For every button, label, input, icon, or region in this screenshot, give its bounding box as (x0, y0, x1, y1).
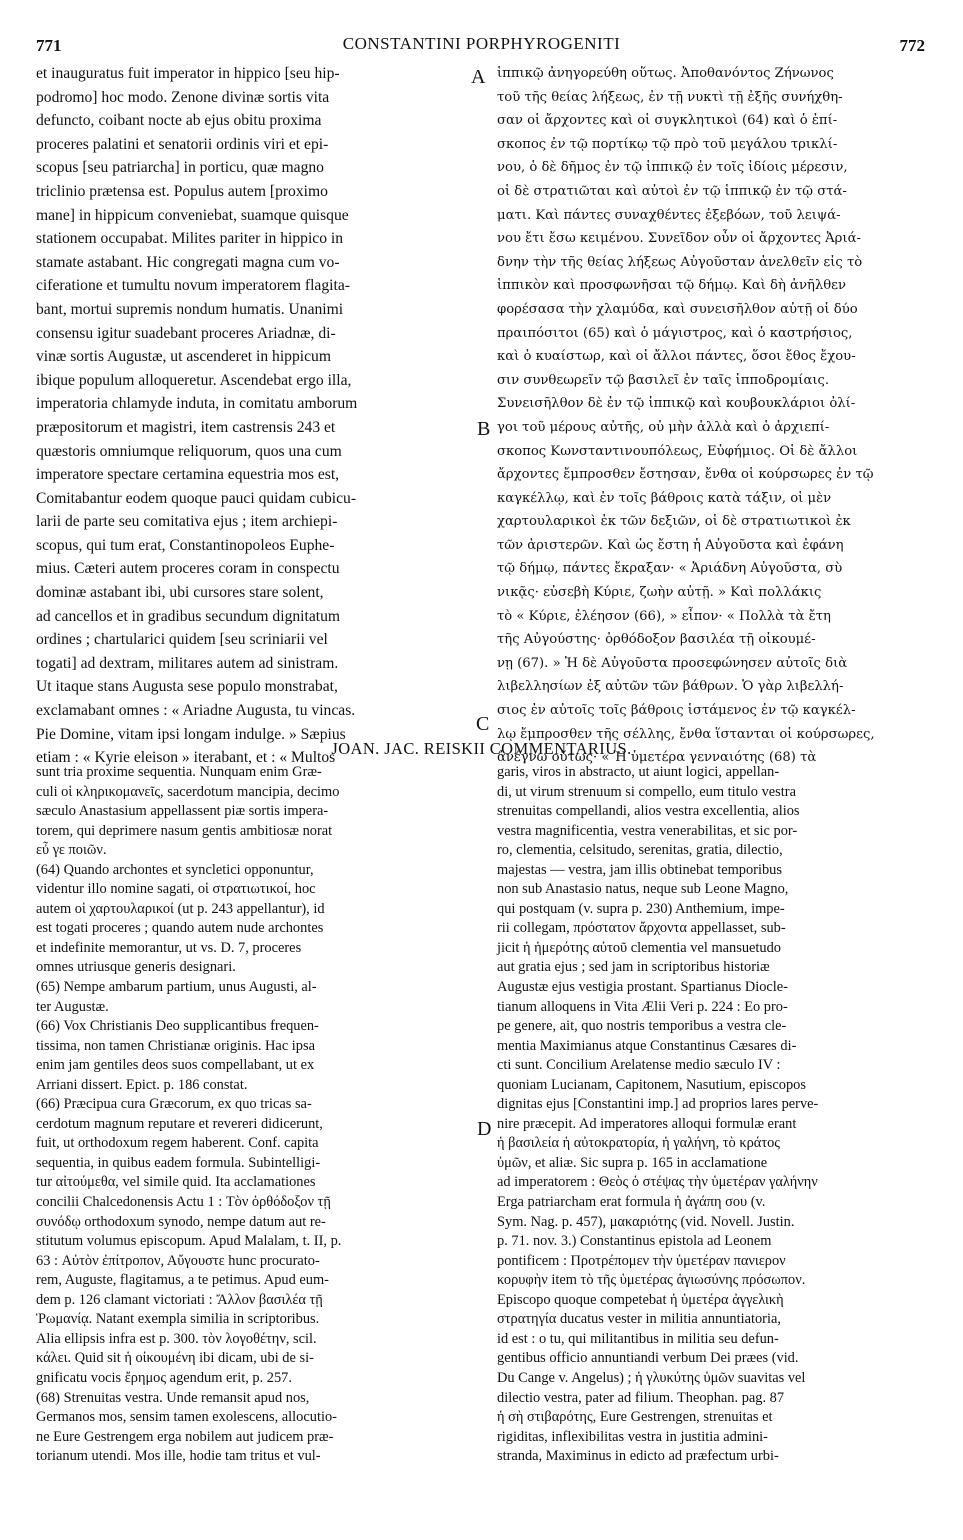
margin-marker-c: C (476, 713, 490, 735)
commentary-heading: JOAN. JAC. REISKII COMMENTARIUS. (331, 739, 632, 758)
margin-marker-a: A (471, 66, 486, 88)
margin-marker-d: D (477, 1118, 492, 1140)
greek-text-column: ἱππικῷ ἀνηγορεύθη οὕτως. Ἀποθανόντος Ζήνωνος τοῦ τῆς θείας λήξεως, ἐν τῇ νυκτὶ τῇ ἐξῆς συνήχθη- σαν οἱ ἄρχοντες καὶ οἱ συγκλητικοὶ (64) καὶ ὁ ἐπί- σκοπος ἐν τῷ πορτίκῳ τῷ πρὸ τοῦ μεγάλου τρικλί- νου, ὁ δὲ δῆμος ἐν τῷ ἱππικῷ ἐν τοῖς ἰδίοις μέρεσιν, οἱ δὲ στρατιῶται καὶ αὐτοὶ ἐν τῷ ἱππικῷ ἐν τῷ στά- ματι. Καὶ πάντες συναχθέντες ἐξεβόων, τοῦ λειψά- νου ἔτι ἔσω κειμένου. Συνεῖδον οὖν οἱ ἄρχοντες Ἀριά- δνην τὴν τῆς θείας λήξεως Αὐγοῦσταν ἀνελθεῖν εἰς τὸ ἱππικὸν καὶ προσφωνῆσαι τῷ δήμῳ. Καὶ δὴ ἀνῆλθεν φορέσασα τὴν χλαμύδα, καὶ συνεισῆλθον αὐτῇ οἱ δύο πραιπόσιτοι (65) καὶ ὁ μάγιστρος, καὶ ὁ καστρήσιος, καὶ ὁ κυαίστωρ, καὶ οἱ ἄλλοι πάντες, ὅσοι ἔθος ἔχου- σιν συνθεωρεῖν τῷ βασιλεῖ ἐν ταῖς ἱπποδρομίαις. Συνεισῆλθον δὲ ἐν τῷ ἱππικῷ καὶ κουβουκλάριοι ὀλί- γοι τοῦ μέρους αὐτῆς, οὐ μὴν ἀλλὰ καὶ ὁ ἀρχιεπί- σκοπος Κωνσταντινουπόλεως, Εὐφήμιος. Οἱ δὲ ἄλλοι ἄρχοντες ἔμπροσθεν ἔστησαν, ἔνθα οἱ κούρσωρες ἐν τῷ καγκέλλῳ, καὶ ἐν τοῖς βάθροις κατὰ τάξιν, οἱ μὲν χαρτουλαρικοὶ ἐκ τῶν δεξιῶν, οἱ δὲ στρατιωτικοὶ ἐκ τῶν ἀριστερῶν. Καὶ ὡς ἔστη ἡ Αὐγοῦστα καὶ ἐφάνη τῷ δήμῳ, πάντες ἔκραξαν· « Ἀριάδνη Αὐγοῦστα, σὺ νικᾷς· εὐσεβὴ Κύριε, ζωὴν αὐτῇ. » Καὶ πολλάκις τὸ « Κύριε, ἐλέησον (66), » εἶπον· « Πολλὰ τὰ ἔτη τῆς Αὐγούστης· ὀρθόδοξον βασιλέα τῇ οἰκουμέ- νῃ (67). » Ἡ δὲ Αὐγοῦστα προσεφώνησεν αὐτοῖς διὰ λιβελλησίων ἐξ αὐτῶν τῶν βάθρων. Ὁ γὰρ λιβελλή- σιος ἐν αὐτοῖς τοῖς βάθροις ἱστάμενος ἐν τῷ καγκέλ- λῳ ἔμπροσθεν τῆς σέλλης, ἔνθα ἵστανται οἱ κούρσωρες, ἀνέγνω οὕτως· « Ἡ ὑμετέρα γενναιότης (68) τὰ (497, 66, 875, 766)
page-number-right: 772 (899, 36, 925, 55)
margin-marker-b: B (477, 418, 491, 440)
commentary-left-column: sunt tria proxime sequentia. Nunquam enim Græ- culi οἱ κληρικομανεῖς, sacerdotum mancipia, decimo sæculo Anastasium appellassent piæ sortis impera- torem, qui deprimere nasum gentis ambitiosæ norat εὖ γε ποιῶν. (64) Quando archontes et syncletici opponuntur, videntur illo nomine sagati, οἱ στρατιωτικοί, hoc autem οἱ χαρτουλαρικοί (ut p. 243 appellantur), id est togati proceres ; quando autem nude archontes et indefinite memorantur, ut vs. D. 7, proceres omnes utriusque generis designari. (65) Nempe ambarum partium, unus Augusti, al- ter Augustæ. (66) Vox Christianis Deo supplicantibus frequen- tissima, non tamen Christianæ originis. Hac ipsa enim jam gentiles deos suos compellabant, ut ex Arriani dissert. Epict. p. 186 constat. (66) Præcipua cura Græcorum, ex quo tricas sa- cerdotum magnum reputare et revereri didicerunt, fuit, ut orthodoxum regem haberent. Conf. capita sequentia, in quibus eadem formula. Subintelligi- tur αἰτούμεθα, vel simile quid. Ita acclamationes concilii Chalcedonensis Actu 1 : Τὸν ὀρθόδοξον τῇ συνόδῳ orthodoxum synodo, nempe datum aut re- stitutum volumus episcopum. Apud Malalam, t. II, p. 63 : Αὐτὸν ἐπίτροπον, Αὔγουστε hunc procurato- rem, Auguste, flagitamus, a te petimus. Apud eum- dem p. 126 clamant victoriati : Ἄλλον βασιλέα τῇ Ῥωμανίᾳ. Natant exempla similia in scriptoribus. Alia ellipsis infra est p. 300. τὸν λογοθέτην, scil. κάλει. Quid sit ἡ οἰκουμένη ibi dicam, ubi de si- gnificatu vocis ἔρημος agendum erit, p. 257. (68) Strenuitas vestra. Unde remansit apud nos, Germanos mos, sensim tamen exolescens, allocutio- ne Eure Gestrengem erga nobilem aut judicem præ- torianum utendi. Mos ille, hodie tam tritus et vul- (36, 764, 342, 1465)
running-title: CONSTANTINI PORPHYROGENITI (342, 34, 621, 53)
latin-translation-column: et inauguratus fuit imperator in hippico [seu hip- podromo] hoc modo. Zenone divinæ sortis vita defuncto, coibant nocte ab ejus obitu proxima proceres palatini et senatorii ordinis viri et epi- scopus [seu patriarcha] in porticu, quæ magno triclinio prætensa est. Populus autem [proximo mane] in hippicum conveniebat, suamque quisque stationem occupabat. Milites pariter in hippico in stamate astabant. Hic congregati magna cum vo- ciferatione et tumultu novum imperatorem flagita- bant, mortui supremis nondum humatis. Unanimi consensu igitur suadebant proceres Ariadnæ, di- vinæ sortis Augustæ, ut ascenderet in hippicum ibique populum alloqueretur. Ascendebat ergo illa, imperatoria chlamyde induta, in comitatu amborum præpositorum et magistri, item castrensis 243 et quæstoris omniumque reliquorum, quos una cum imperatore spectare certamina equestria mos est, Comitabantur eodem quoque pauci quidam cubicu- larii de parte seu comitativa ejus ; item archiepi- scopus, qui tum erat, Constantinopoleos Euphe- mius. Cæteri autem proceres coram in conspectu dominæ astabant ibi, ubi cursores stare solent, ad cancellos et in gradibus secundum dignitatum ordines ; chartularici quidem [seu scriniarii vel togati] ad dextram, militares autem ad sinistram. Ut itaque stans Augusta sese populo monstrabat, exclamabant omnes : « Ariadne Augusta, tu vincas. Pie Domine, vitam ipsi longam indulge. » Sæpius etiam : « Kyrie eleison » iterabant, et : « Multos (36, 65, 358, 767)
commentary-right-column: garis, viros in abstracto, ut aiunt logici, appellan- di, ut virum strenuum si compello, eum titulo vestra strenuitas compellandi, alios vestra excellentia, alios vestra magnificentia, vestra venerabilitas, et sic por- ro, clementia, celsitudo, serenitas, gratia, dilectio, majestas — vestra, jam illis obtinebat temporibus non sub Anastasio natus, neque sub Leone Magno, qui postquam (v. supra p. 230) Anthemium, impe- rii collegam, πρόστατον ἄρχοντα appellasset, sub- jicit ἡ ἡμερότης αὐτοῦ clementia vel mansuetudo aut gratia ejus ; sed jam in scriptoribus historiæ Augustæ ejus vestigia prostant. Spartianus Diocle- tianum alloquens in Vita Ælii Veri p. 224 : Eo pro- pe genere, ait, quo nostris temporibus a vestra cle- mentia Maximianus atque Constantinus Cæsares di- cti sunt. Concilium Arelatense medio sæculo IV : quoniam Lucianam, Capitonem, Nasutium, episcopos dignitas ejus [Constantini imp.] ad proprios lares perve- nire præcepit. Ad imperatores alloqui formulæ erant ἡ βασιλεία ἡ αὐτοκρατορία, ἡ γαλήνη, τὸ κράτος ὑμῶν, et aliæ. Sic supra p. 165 in acclamatione ad imperatorem : Θεὸς ὁ στέψας τὴν ὑμετέραν γαλήνην Erga patriarcham erat formula ἡ ἀγάπη σου (v. Sym. Nag. p. 457), μακαριότης (vid. Novell. Justin. p. 71. nov. 3.) Constantinus epistola ad Leonem pontificem : Προτρέπομεν τὴν ὑμετέραν πανιερον κορυφὴν item τὸ τῆς ὑμετέρας ἁγιωσύνης πρόσωπον. Episcopo quoque competebat ἡ ὑμετέρα ἀγγελικὴ στρατηγία ducatus vester in militia annuntiatoria, id est : o tu, qui militantibus in militia seu defun- gentibus officio annuntiandi verbum Dei præes (vid. Du Cange v. Angelus) ; ἡ γλυκύτης ὑμῶν suavitas vel dilectio vestra, pater ad filium. Theophan. pag. 87 ἡ σὴ στιβαρότης, Eure Gestrengen, strenuitas et rigiditas, inflexibilitas vestra in justitia admini- stranda, Maximinus in edicto ad præfectum urbi- (497, 764, 819, 1465)
page-header (0, 0, 963, 56)
page-number-left: 771 (36, 36, 62, 55)
